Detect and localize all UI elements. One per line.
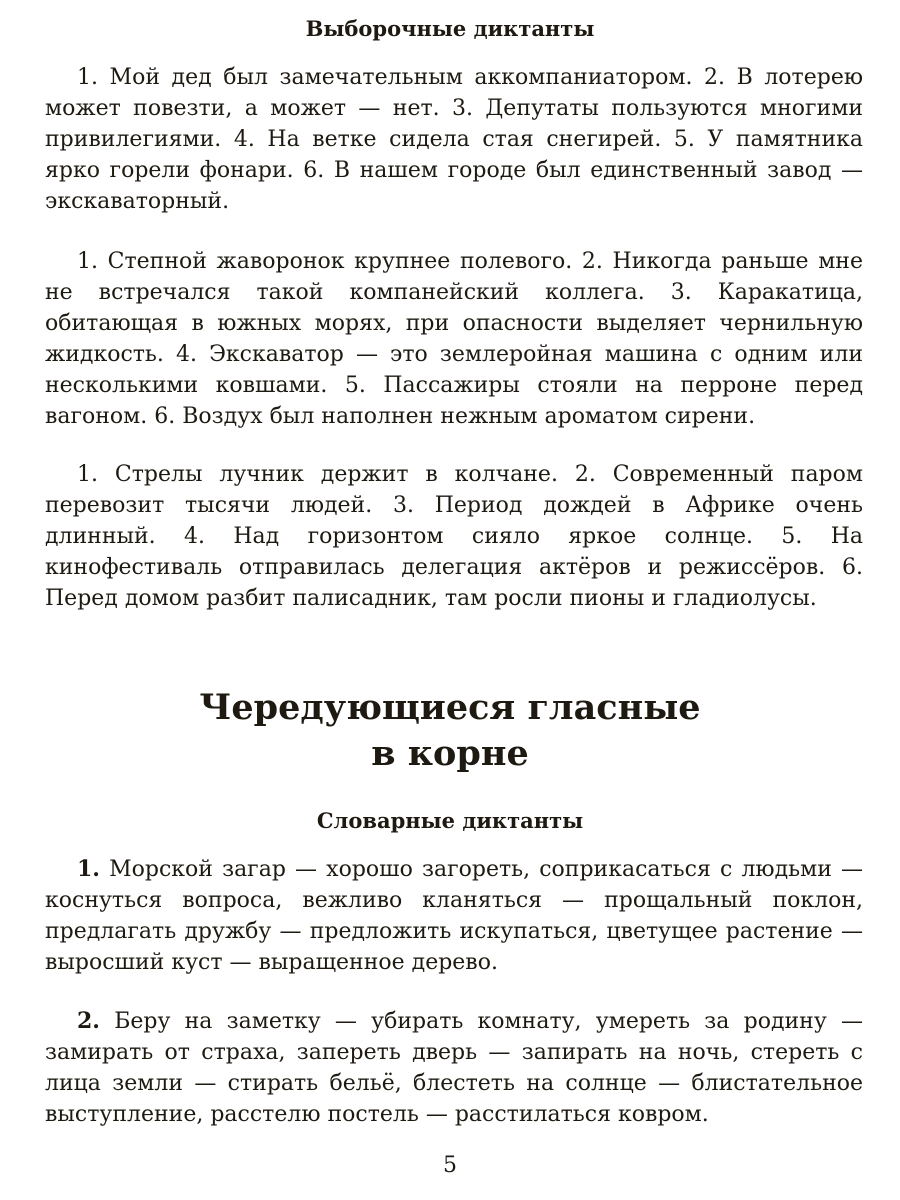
item-number: 1. bbox=[77, 856, 100, 882]
chapter-title-line-2: в корне bbox=[371, 733, 529, 774]
item-number: 2. bbox=[77, 1008, 100, 1034]
vocabulary-item-2 bbox=[45, 1006, 863, 1130]
item-text: Морской загар — хорошо загореть, соприкасаться с людьми — коснуться вопроса, вежливо кланяться — прощальный поклон, предлагать дружбу — предложить искупаться, цветущее растение — выросший куст — выращенное дерево. bbox=[45, 857, 863, 975]
chapter-title-line-1: Чередующиеся гласные bbox=[199, 687, 701, 728]
dictation-paragraph-2: 1. Степной жаворонок крупнее полевого. 2. Никогда раньше мне не встречался такой компанейский коллега. 3. Каракатица, обитающая в южных морях, при опасности выделяет чернильную жидкость. 4. Экскаватор — это землеройная машина с одним или несколькими ковшами. 5. Пассажиры стояли на перроне перед вагоном. 6. Воздух был наполнен нежным ароматом сирени. bbox=[45, 249, 863, 429]
dictation-paragraph-1: 1. Мой дед был замечательным аккомпаниатором. 2. В лотерею может повезти, а может — нет. 3. Депутаты пользуются многими привилегиями. 4. На ветке сидела стая снегирей. 5. У памятника ярко горели фонари. 6. В нашем городе был единственный завод — экскаваторный. bbox=[45, 65, 863, 214]
section-heading-selective-dictations: Выборочные диктанты bbox=[305, 16, 595, 41]
section-heading-vocabulary-dictations: Словарные диктанты bbox=[316, 808, 584, 833]
page-number: 5 bbox=[443, 1153, 457, 1178]
item-text: Беру на заметку — убирать комнату, умереть за родину — замирать от страха, запереть дверь — запирать на ночь, стереть с лица земли — стирать бельё, блестеть на солнце — блистательное выступление, расстелю постель — расстилаться ковром. bbox=[45, 1009, 863, 1127]
dictation-paragraph-3: 1. Стрелы лучник держит в колчане. 2. Современный паром перевозит тысячи людей. 3. Период дождей в Африке очень длинный. 4. Над горизонтом сияло яркое солнце. 5. На кинофестиваль отправилась делегация актёров и режиссёров. 6. Перед домом разбит палисадник, там росли пионы и гладиолусы. bbox=[45, 462, 863, 611]
vocabulary-item-1 bbox=[45, 854, 863, 978]
